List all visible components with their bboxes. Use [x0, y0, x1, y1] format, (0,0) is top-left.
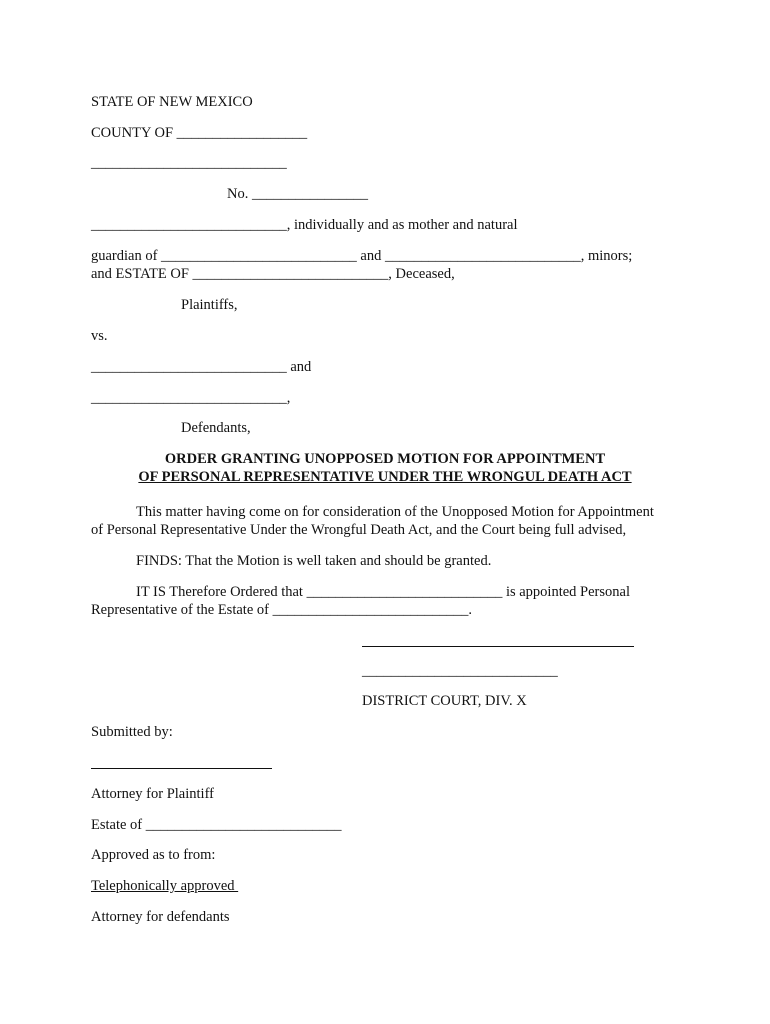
body-paragraph-line-2: of Personal Representative Under the Wrongful Death Act, and the Court being full advised, [91, 522, 627, 538]
plaintiffs-label: Plaintiffs, [181, 297, 238, 313]
attorney-for-plaintiff-label: Attorney for Plaintiff [91, 786, 214, 802]
judge-signature-rule [362, 646, 634, 647]
county-line: COUNTY OF __________________ [91, 125, 308, 141]
plaintiff-line-1: ___________________________, individually and as mother and natural [91, 217, 518, 233]
order-title-line-1: ORDER GRANTING UNOPPOSED MOTION FOR APPOINTMENT [164, 451, 606, 467]
defendant-line-1: ___________________________ and [91, 359, 312, 375]
defendant-line-2: ___________________________, [91, 390, 291, 406]
attorney-signature-rule [91, 768, 272, 769]
state-line: STATE OF NEW MEXICO [91, 94, 253, 110]
versus-label: vs. [91, 328, 108, 344]
ordered-line-2: Representative of the Estate of ___________________________. [91, 602, 472, 618]
findings-line: FINDS: That the Motion is well taken and should be granted. [136, 553, 492, 569]
district-court-label: DISTRICT COURT, DIV. X [362, 693, 527, 709]
approved-label: Approved as to from: [91, 847, 216, 863]
attorney-for-defendants-label: Attorney for defendants [91, 909, 230, 925]
court-blank-line: ___________________________ [91, 155, 287, 171]
plaintiff-line-3: and ESTATE OF ___________________________, Deceased, [91, 266, 455, 282]
case-number-line: No. ________________ [227, 186, 368, 202]
submitted-by-label: Submitted by: [91, 724, 173, 740]
body-paragraph-line-1: This matter having come on for consideration of the Unopposed Motion for Appointment [136, 504, 654, 520]
judge-name-blank: ___________________________ [362, 663, 558, 679]
telephonic-approval-line: Telephonically approved [91, 878, 239, 894]
estate-of-line: Estate of ___________________________ [91, 817, 342, 833]
defendants-label: Defendants, [181, 420, 251, 436]
ordered-line-1: IT IS Therefore Ordered that ___________________________ is appointed Personal [136, 584, 630, 600]
plaintiff-line-2: guardian of ___________________________ and ___________________________, minors; [91, 248, 633, 264]
order-title-line-2: OF PERSONAL REPRESENTATIVE UNDER THE WRONGUL DEATH ACT [138, 469, 632, 485]
